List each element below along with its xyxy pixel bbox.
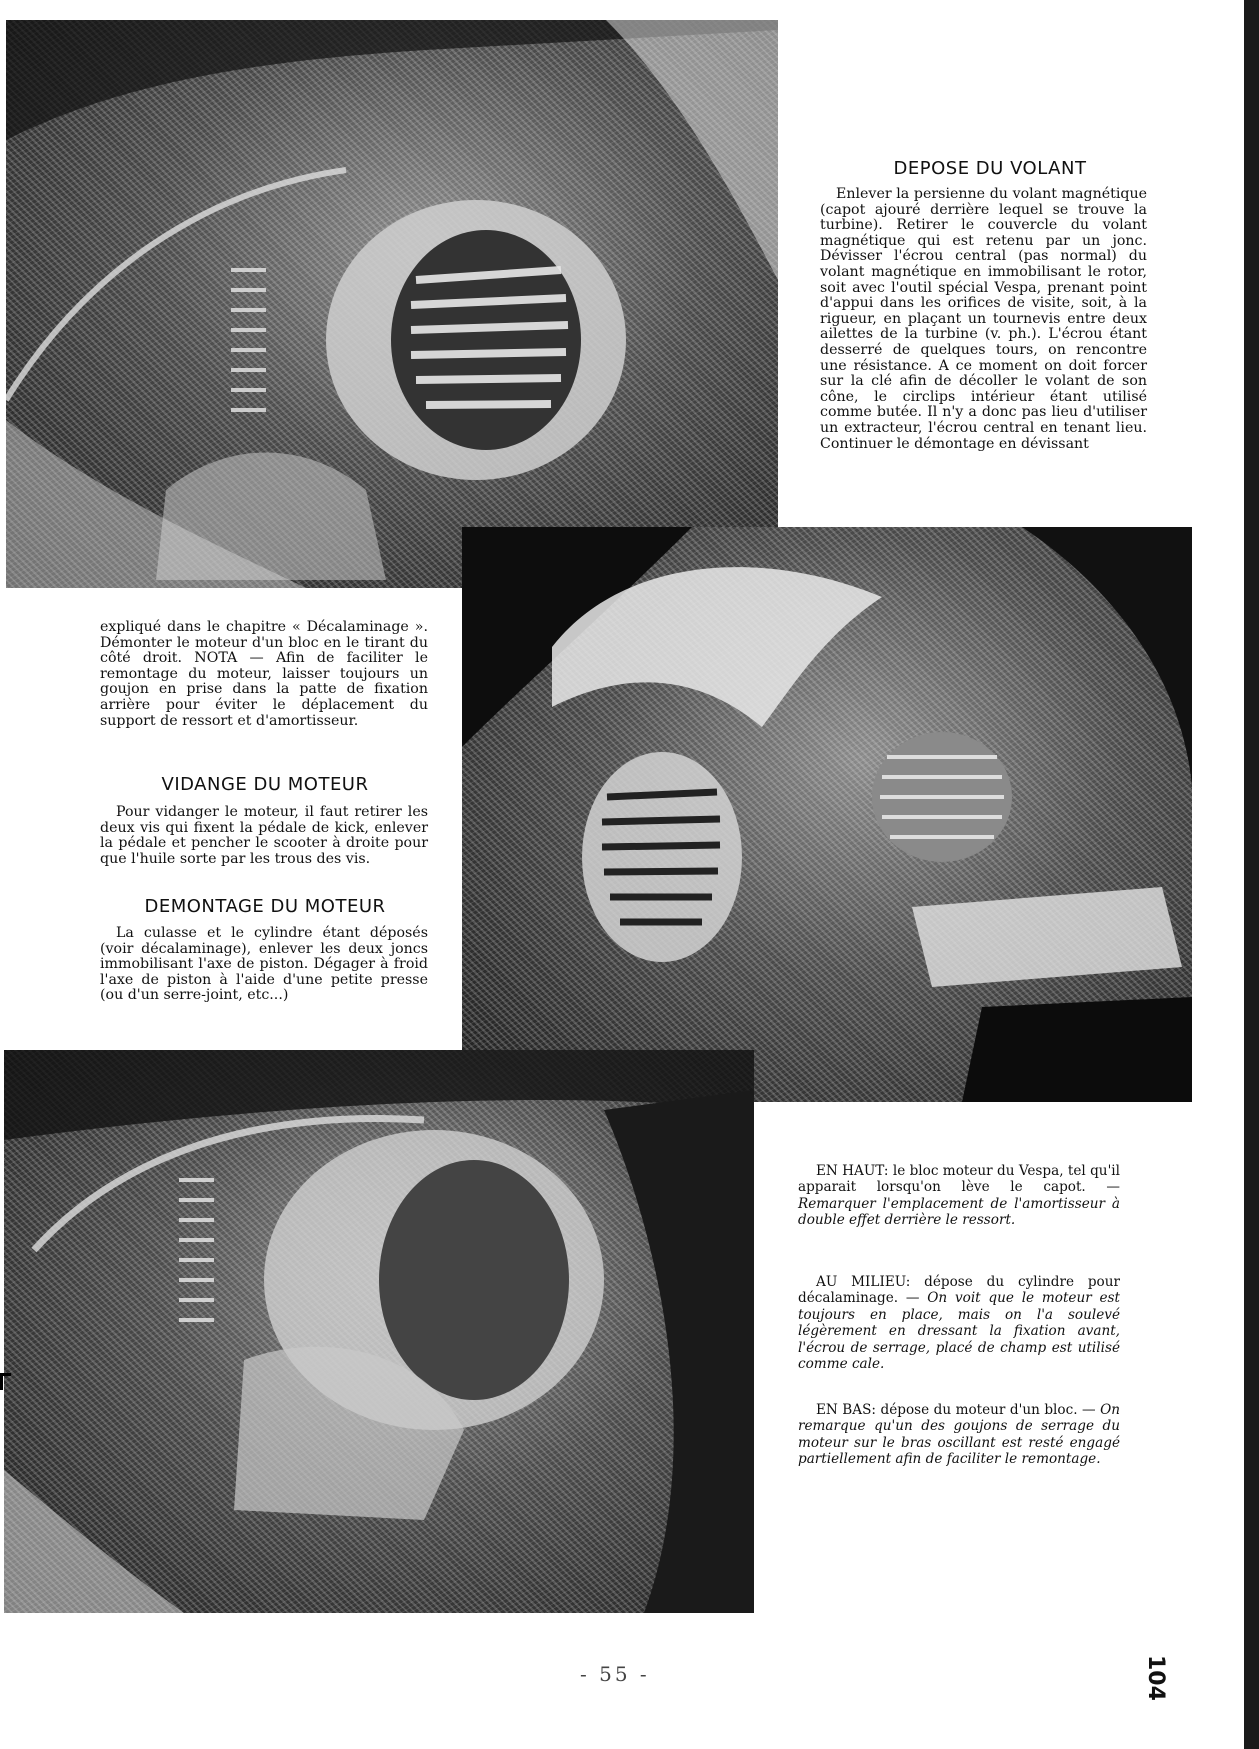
caption-haut-italic: Remarquer l'emplacement de l'amortisseur à double effet derrière le ressort. [798, 1195, 1120, 1229]
caption-haut-text: le bloc moteur du Vespa, tel qu'il apparait lorsqu'on lève le capot. — [798, 1163, 1120, 1196]
heading-vidange-moteur: VIDANGE DU MOTEUR [161, 774, 369, 795]
photo-engine-bottom [4, 1050, 754, 1613]
crop-mark [0, 1373, 11, 1390]
paragraph-demontage: La culasse et le cylindre étant déposés (voir décalaminage), enlever les deux joncs immobilisant l'axe de piston. Dégager à froid l'axe de piston à l'aide d'une petite presse (ou d'un serre-joint, etc...) [100, 925, 428, 1004]
caption-en-haut [798, 1163, 1120, 1229]
photo-engine-top [6, 20, 778, 588]
paragraph-depose-volant: Enlever la persienne du volant magnétique (capot ajouré derrière lequel se trouve la turbine). Retirer le couvercle du volant magnétique qui est retenu par un jonc. Dévisser l'écrou central (pas normal) du volant magnétique en immobilisant le rotor, soit avec l'outil spécial Vespa, prenant point d'appui dans les orifices de visite, soit, à la rigueur, en plaçant un tournevis entre deux ailettes de la turbine (v. ph.). L'écrou étant desserré de quelques tours, on rencontre une résistance. A ce moment on doit forcer sur la clé afin de décoller le volant de son cône, le circlips intérieur étant utilisé comme butée. Il n'y a donc pas lieu d'utiliser un extracteur, l'écrou central en tenant lieu. Continuer le démontage en dévissant [820, 186, 1147, 452]
caption-milieu-text: dépose du cylindre pour décalaminage. — [798, 1274, 1120, 1307]
paragraph-vidange: Pour vidanger le moteur, il faut retirer les deux vis qui fixent la pédale de kick, enlever la pédale et pencher le scooter à droite pour que l'huile sorte par les trous des vis. [100, 804, 428, 867]
caption-milieu-label: AU MILIEU: [816, 1274, 911, 1290]
caption-haut-label: EN HAUT: [816, 1163, 889, 1179]
text-left-column [100, 620, 428, 729]
photo-engine-middle [462, 527, 1192, 1102]
caption-bas-label: EN BAS: [816, 1402, 877, 1418]
scan-edge [1244, 0, 1259, 1749]
caption-bas-text: dépose du moteur d'un bloc. — [880, 1402, 1096, 1418]
text-vidange-moteur [100, 805, 428, 867]
heading-demontage-moteur: DEMONTAGE DU MOTEUR [144, 896, 386, 917]
text-depose-volant [820, 187, 1147, 452]
caption-bas-italic: On remarque qu'un des goujons de serrage du moteur sur le bras oscillant est resté engagé partiellement afin de faciliter le remontage. [798, 1402, 1121, 1468]
caption-en-bas [798, 1402, 1120, 1468]
archive-page-number: 104 [1143, 1655, 1168, 1701]
heading-depose-volant: DEPOSE DU VOLANT [893, 158, 1087, 179]
paragraph-left-column: expliqué dans le chapitre « Décalaminage ». Démonter le moteur d'un bloc en le tirant du côté droit. NOTA — Afin de faciliter le remontage du moteur, laisser toujours un goujon en prise dans la patte de fixation arrière pour éviter le déplacement du support de ressort et d'amortisseur. [100, 619, 428, 729]
caption-au-milieu [798, 1274, 1120, 1372]
text-demontage-moteur [100, 926, 428, 1004]
caption-milieu-italic: On voit que le moteur est toujours en place, mais on l'a soulevé légèrement en dressant la fixation avant, l'écrou de serrage, placé de champ est utilisé comme cale. [798, 1290, 1120, 1373]
page-number: - 55 - [580, 1662, 650, 1686]
